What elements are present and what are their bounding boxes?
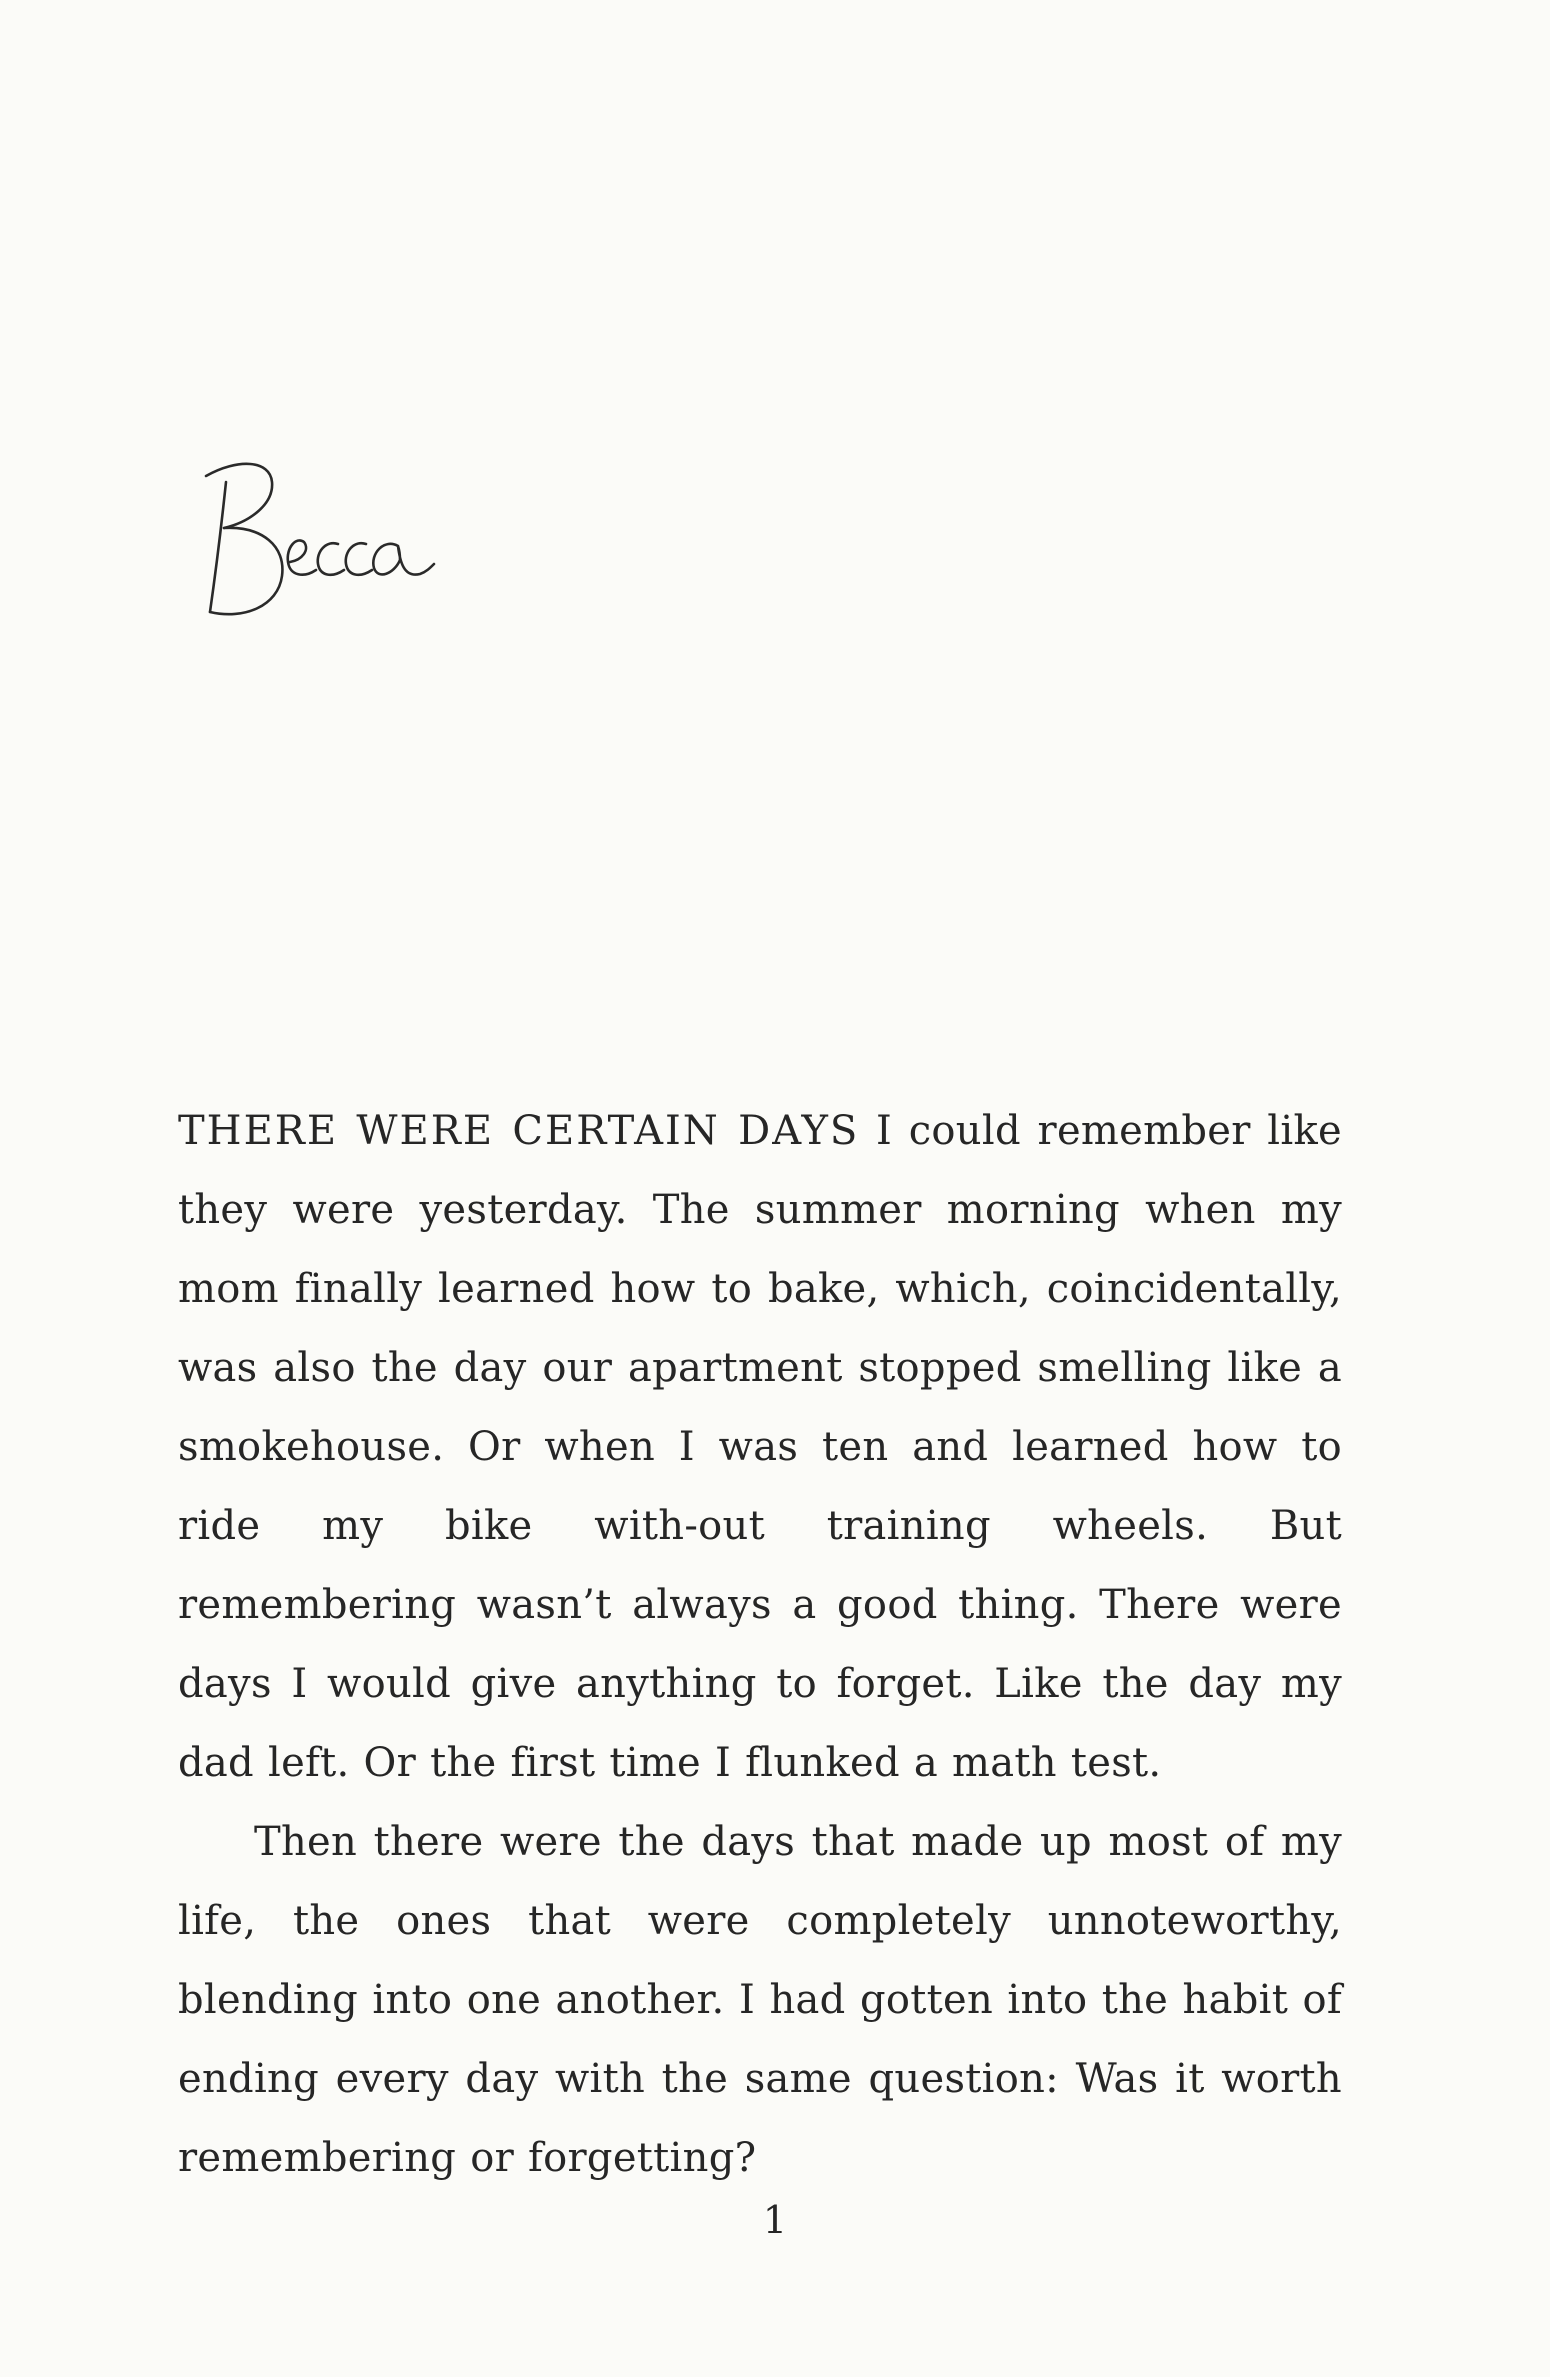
chapter-title-script	[198, 430, 498, 670]
chapter-title-lettering	[198, 430, 498, 670]
page-number: 1	[762, 2198, 788, 2242]
paragraph-2: Then there were the days that made up most of my life, the ones that were completely unnoteworthy, blending into one another. I had gotten into the habit of ending every day with the same question: Was it worth remembering or forgetting?	[178, 1819, 1342, 2181]
opening-small-caps: THERE WERE CERTAIN DAYS	[178, 1108, 860, 1154]
paragraph-1-text: I could remember like they were yesterday. The summer morning when my mom finally learned how to bake, which, coincidentally, was also the day our apartment stopped smelling like a smokehouse. Or when I was ten and learned how to ride my bike with-out training wheels. But remembering wasn’t always a good thing. There were days I would give anything to forget. Like the day my dad left. Or the first time I flunked a math test.	[178, 1108, 1342, 1786]
paragraph-1	[178, 1092, 1342, 1803]
chapter-body	[178, 1092, 1342, 2198]
